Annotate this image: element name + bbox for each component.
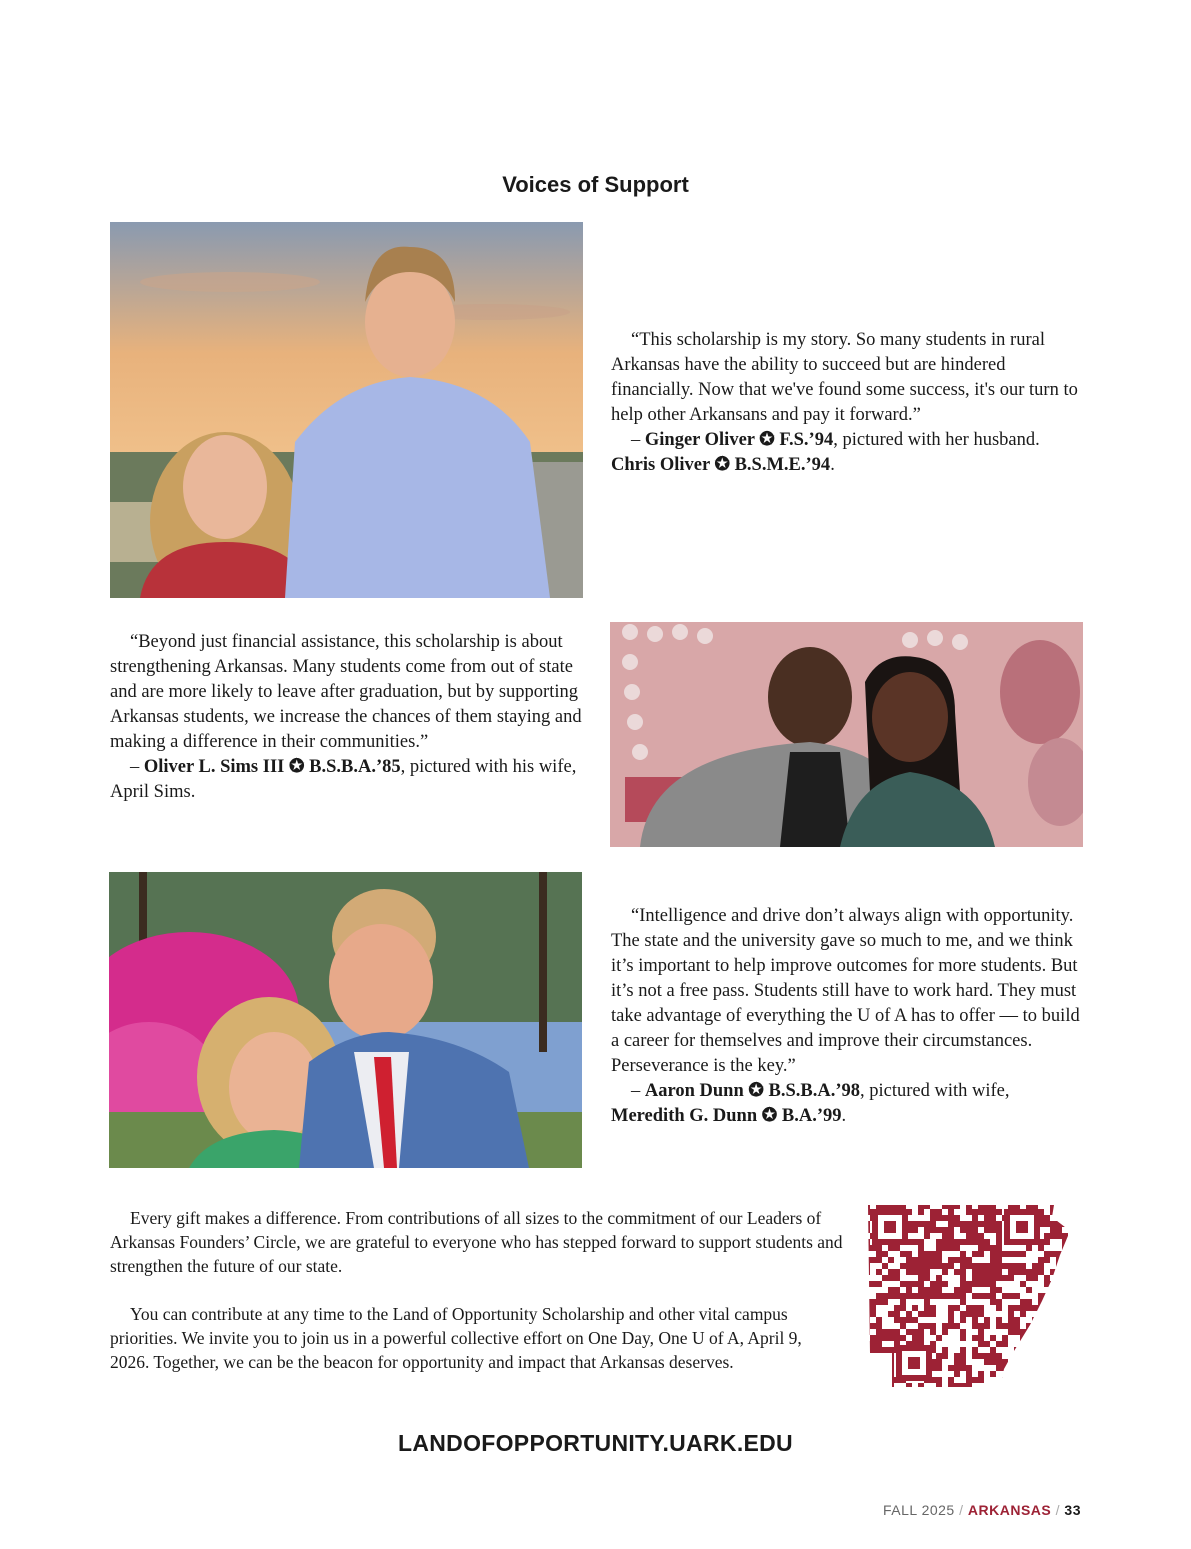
quote-oliver-attribution: – Ginger Oliver ✪ F.S.’94, pictured with her husband. <box>631 430 1040 450</box>
photo-sims-couple <box>610 622 1083 847</box>
page-number: 33 <box>1064 1502 1081 1518</box>
quote-dunn-attribution-cont: Meredith G. Dunn ✪ B.A.’99. <box>611 1106 847 1126</box>
attribution-name-meredith: Meredith G. Dunn ✪ B.A.’99 <box>611 1106 842 1126</box>
website-url[interactable]: LANDOFOPPORTUNITY.UARK.EDU <box>398 1430 793 1456</box>
footer-separator: / <box>954 1502 968 1518</box>
page-footer <box>883 1502 1081 1518</box>
quote-sims <box>110 630 586 805</box>
attribution-name-chris: Chris Oliver ✪ B.S.M.E.’94 <box>611 455 831 475</box>
issue-label: FALL 2025 <box>883 1502 955 1518</box>
quote-dunn-attribution: – Aaron Dunn ✪ B.S.B.A.’98, pictured with wife, <box>631 1081 1010 1101</box>
quote-oliver <box>611 328 1086 478</box>
attribution-name-aaron: Aaron Dunn ✪ B.S.B.A.’98 <box>644 1081 860 1101</box>
page-heading: Voices of Support <box>502 172 689 197</box>
quote-sims-attribution: – Oliver L. Sims III ✪ B.S.B.A.’85, pictured with his wife, April Sims. <box>110 757 577 802</box>
closing-text <box>110 1206 845 1398</box>
attribution-name-ginger: Ginger Oliver ✪ F.S.’94 <box>644 430 834 450</box>
footer-separator-2: / <box>1051 1502 1065 1518</box>
quote-sims-text: “Beyond just financial assistance, this scholarship is about strengthening Arkansas. Many students come from out of state and are more likely to leave after graduation, but by supporting Arkansas students, we increase the chances of them staying and making a difference in their communities.” <box>110 632 582 752</box>
photo-oliver-couple <box>110 222 583 598</box>
qr-code-arkansas-shape[interactable] <box>864 1203 1074 1388</box>
quote-oliver-text: “This scholarship is my story. So many students in rural Arkansas have the ability to succeed but are hindered financially. Now that we've found some success, it's our turn to help other Arkansans and pay it forward.” <box>611 330 1078 425</box>
attribution-name-oliver-sims: Oliver L. Sims III ✪ B.S.B.A.’85 <box>143 757 401 777</box>
magazine-name: ARKANSAS <box>967 1502 1052 1518</box>
photo-dunn-couple <box>109 872 582 1168</box>
quote-dunn <box>611 904 1087 1129</box>
closing-paragraph-2: You can contribute at any time to the Land of Opportunity Scholarship and other vital campus priorities. We invite you to join us in a powerful collective effort on One Day, One U of A, April 9, 2026. Together, we can be the beacon for opportunity and impact that Arkansas deserves. <box>110 1304 802 1372</box>
quote-oliver-attribution-cont: Chris Oliver ✪ B.S.M.E.’94. <box>611 455 835 475</box>
closing-paragraph-1: Every gift makes a difference. From contributions of all sizes to the commitment of our Leaders of Arkansas Founders’ Circle, we are grateful to everyone who has stepped forward to support students and strengthen the future of our state. <box>110 1208 843 1276</box>
quote-dunn-text: “Intelligence and drive don’t always align with opportunity. The state and the university gave so much to me, and we think it’s important to help improve outcomes for more students. But it’s not a free pass. Students still have to work hard. They must take advantage of everything the U of A has to offer — to build a career for themselves and improve their circumstances. Perseverance is the key.” <box>611 906 1080 1076</box>
